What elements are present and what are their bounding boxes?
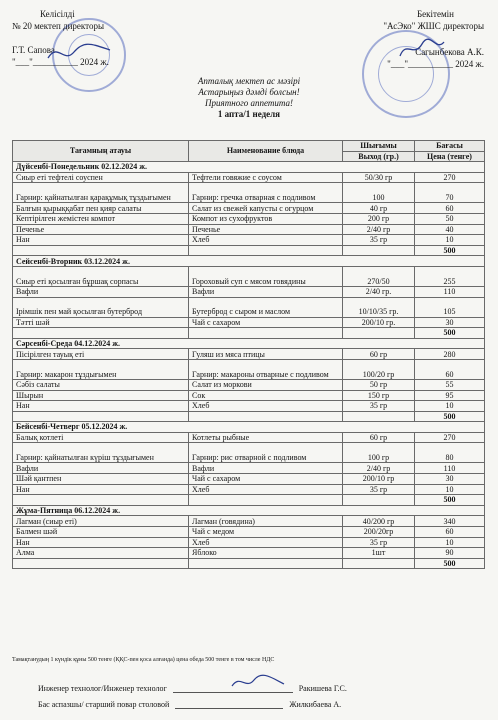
dish-price: 10: [415, 235, 485, 246]
empty-cell: [13, 558, 189, 569]
title-line3: Приятного аппетита!: [205, 98, 293, 108]
dish-ru: Гороховый суп с мясом говядины: [189, 266, 343, 286]
empty-cell: [13, 411, 189, 422]
dish-ru: Вафли: [189, 463, 343, 474]
table-row: [13, 183, 485, 203]
dish-kz: Нан: [13, 484, 189, 495]
dish-kz: Шырын: [13, 390, 189, 401]
dish-kz: Кептірілген жемістен компот: [13, 213, 189, 224]
dish-price: 280: [415, 349, 485, 360]
dish-price: 70: [415, 183, 485, 203]
dish-kz: Сәбіз салаты: [13, 379, 189, 390]
header-dish-ru: Наименование блюда: [189, 141, 343, 162]
header-left-line2: № 20 мектеп директоры: [12, 21, 105, 31]
dish-output: 10/10/35 гр.: [343, 297, 415, 317]
dish-output: 35 гр: [343, 235, 415, 246]
empty-cell: [13, 495, 189, 506]
dish-ru: Хлеб: [189, 484, 343, 495]
day-header-row: [13, 338, 485, 349]
empty-cell: [343, 495, 415, 506]
dish-kz: Сиыр еті тефтелі соуспен: [13, 172, 189, 183]
menu-title: [120, 76, 378, 120]
director-signature: [44, 40, 114, 66]
header-right-line4: "___"__________ 2024 ж.: [387, 59, 484, 69]
dish-output: 200/10 гр.: [343, 317, 415, 328]
header-left-line4: "___"__________ 2024 ж.: [12, 57, 109, 67]
day-title: Сәрсенбі-Среда 04.12.2024 ж.: [13, 338, 485, 349]
dish-kz: Алма: [13, 548, 189, 559]
header-right-line3: Сагынбекова А.К.: [415, 47, 484, 57]
table-row: [13, 463, 485, 474]
signature-technologist: [38, 684, 347, 693]
title-line1: Апталық мектеп ас мәзірі: [197, 76, 301, 86]
header-price-kz: Бағасы: [415, 141, 485, 152]
header-price-ru: Цена (тенге): [415, 151, 485, 162]
dish-output: 270/50: [343, 266, 415, 286]
dish-ru: Котлеты рыбные: [189, 432, 343, 443]
day-title: Дүйсенбі-Понедельник 02.12.2024 ж.: [13, 162, 485, 173]
company-director-signature: [396, 36, 446, 62]
dish-price: 110: [415, 286, 485, 297]
dish-ru: Сок: [189, 390, 343, 401]
dish-output: 50 гр: [343, 379, 415, 390]
dish-price: 60: [415, 359, 485, 379]
dish-ru: Гарнир: рис отварной с подливом: [189, 443, 343, 463]
empty-cell: [13, 328, 189, 339]
dish-ru: Тефтели говяжие с соусом: [189, 172, 343, 183]
dish-output: 2/40 гр.: [343, 286, 415, 297]
day-header-row: [13, 256, 485, 267]
dish-kz: Балық котлеті: [13, 432, 189, 443]
dish-ru: Гуляш из мяса птицы: [189, 349, 343, 360]
day-title: Сейсенбі-Вторник 03.12.2024 ж.: [13, 256, 485, 267]
dish-price: 10: [415, 401, 485, 412]
dish-kz: Нан: [13, 537, 189, 548]
dish-price: 60: [415, 203, 485, 214]
dish-kz: Гарнир: макарон тұздығымен: [13, 359, 189, 379]
menu-table: [12, 140, 485, 569]
dish-kz: Лагман (сиыр еті): [13, 516, 189, 527]
table-row: [13, 213, 485, 224]
title-week: 1 апта/1 неделя: [217, 109, 281, 119]
day-total-row: [13, 328, 485, 339]
table-row: [13, 379, 485, 390]
empty-cell: [189, 495, 343, 506]
dish-output: 35 гр: [343, 537, 415, 548]
table-row: [13, 203, 485, 214]
header-dish-kz: Тағамның атауы: [13, 141, 189, 162]
empty-cell: [343, 411, 415, 422]
dish-ru: Чай с сахаром: [189, 317, 343, 328]
day-total: 500: [415, 495, 485, 506]
dish-output: 2/40 гр: [343, 463, 415, 474]
header-left-line3: Г.Т. Сапова: [12, 45, 55, 55]
dish-ru: Салат из моркови: [189, 379, 343, 390]
empty-cell: [343, 245, 415, 256]
dish-ru: Чай с медом: [189, 527, 343, 538]
dish-kz: Вафли: [13, 286, 189, 297]
dish-kz: Тәтті шәй: [13, 317, 189, 328]
dish-ru: Чай с сахаром: [189, 474, 343, 485]
dish-output: 50/30 гр: [343, 172, 415, 183]
dish-ru: Вафли: [189, 286, 343, 297]
dish-output: 40 гр: [343, 203, 415, 214]
dish-kz: Гарнир: қайнатылған күріш тұздығымен: [13, 443, 189, 463]
dish-price: 40: [415, 224, 485, 235]
dish-ru: Салат из свежей капусты с огурцом: [189, 203, 343, 214]
dish-ru: Лагман (говядина): [189, 516, 343, 527]
signature-name: Жилкибаева А.: [289, 700, 342, 709]
empty-cell: [343, 558, 415, 569]
day-header-row: [13, 162, 485, 173]
empty-cell: [13, 245, 189, 256]
dish-output: 200/10 гр: [343, 474, 415, 485]
empty-cell: [189, 411, 343, 422]
day-title: Бейсенбі-Четверг 05.12.2024 ж.: [13, 422, 485, 433]
dish-price: 10: [415, 537, 485, 548]
table-row: [13, 527, 485, 538]
dish-output: 150 гр: [343, 390, 415, 401]
empty-cell: [189, 245, 343, 256]
dish-price: 105: [415, 297, 485, 317]
signature-cook: [38, 700, 341, 709]
dish-output: 2/40 гр: [343, 224, 415, 235]
dish-ru: Яблоко: [189, 548, 343, 559]
dish-output: 100/20 гр: [343, 359, 415, 379]
table-row: [13, 359, 485, 379]
signature-role: Бас аспазшы/ старший повар столовой: [38, 700, 170, 709]
dish-price: 340: [415, 516, 485, 527]
dish-price: 55: [415, 379, 485, 390]
dish-output: 100 гр: [343, 443, 415, 463]
title-line2: Астарыңыз дәмді болсын!: [198, 87, 300, 97]
dish-kz: Пісірілген тауық еті: [13, 349, 189, 360]
table-row: [13, 172, 485, 183]
signature-role: Инженер технолог/Инженер технолог: [38, 684, 167, 693]
dish-ru: Бутерброд с сыром и маслом: [189, 297, 343, 317]
day-total: 500: [415, 411, 485, 422]
dish-output: 1шт: [343, 548, 415, 559]
dish-ru: Гарнир: макароны отварные с подливом: [189, 359, 343, 379]
dish-price: 50: [415, 213, 485, 224]
table-row: [13, 484, 485, 495]
table-row: [13, 432, 485, 443]
table-row: [13, 286, 485, 297]
day-total-row: [13, 495, 485, 506]
price-note: Тамақтанудың 1 күндік құны 500 тенге (ҚҚС-пен қоса алғанда) цена обеда 500 тенге в том числе НДС: [12, 657, 275, 663]
day-header-row: [13, 505, 485, 516]
day-total-row: [13, 411, 485, 422]
day-total: 500: [415, 558, 485, 569]
day-total: 500: [415, 245, 485, 256]
dish-kz: Гарнир: қайнатылған қарақұмық тұздығымен: [13, 183, 189, 203]
table-row: [13, 516, 485, 527]
dish-kz: Ірімшік пен май қосылған бутерброд: [13, 297, 189, 317]
dish-kz: Нан: [13, 235, 189, 246]
dish-kz: Шәй қантпен: [13, 474, 189, 485]
dish-kz: Печенье: [13, 224, 189, 235]
dish-price: 270: [415, 172, 485, 183]
header-output-ru: Выход (гр.): [343, 151, 415, 162]
header-right-line2: "АсЭко" ЖШС директоры: [383, 21, 484, 31]
dish-output: 40/200 гр: [343, 516, 415, 527]
dish-output: 60 гр: [343, 432, 415, 443]
dish-price: 10: [415, 484, 485, 495]
header-right-line1: Бекітемін: [417, 9, 454, 19]
dish-output: 35 гр: [343, 484, 415, 495]
dish-kz: Сиыр еті қосылған бұршақ сорпасы: [13, 266, 189, 286]
technologist-signature: [228, 672, 288, 692]
table-row: [13, 317, 485, 328]
day-title: Жұма-Пятница 06.12.2024 ж.: [13, 505, 485, 516]
table-row: [13, 474, 485, 485]
dish-kz: Балғын қырыққабат пен қияр салаты: [13, 203, 189, 214]
dish-ru: Печенье: [189, 224, 343, 235]
day-total: 500: [415, 328, 485, 339]
dish-price: 90: [415, 548, 485, 559]
dish-output: 100: [343, 183, 415, 203]
dish-price: 80: [415, 443, 485, 463]
day-total-row: [13, 245, 485, 256]
dish-ru: Компот из сухофруктов: [189, 213, 343, 224]
dish-ru: Хлеб: [189, 537, 343, 548]
table-row: [13, 401, 485, 412]
dish-ru: Хлеб: [189, 235, 343, 246]
table-row: [13, 548, 485, 559]
dish-price: 30: [415, 474, 485, 485]
header-left-line1: Келісілді: [40, 9, 75, 19]
dish-price: 255: [415, 266, 485, 286]
table-row: [13, 266, 485, 286]
empty-cell: [189, 328, 343, 339]
table-row: [13, 235, 485, 246]
dish-price: 30: [415, 317, 485, 328]
table-row: [13, 349, 485, 360]
table-row: [13, 390, 485, 401]
header-output-kz: Шығымы: [343, 141, 415, 152]
table-row: [13, 224, 485, 235]
dish-output: 35 гр: [343, 401, 415, 412]
dish-price: 270: [415, 432, 485, 443]
empty-cell: [189, 558, 343, 569]
empty-cell: [343, 328, 415, 339]
dish-output: 200/20гр: [343, 527, 415, 538]
dish-price: 60: [415, 527, 485, 538]
table-row: [13, 297, 485, 317]
dish-kz: Балмен шәй: [13, 527, 189, 538]
signature-name: Ракишева Г.С.: [298, 684, 347, 693]
table-row: [13, 537, 485, 548]
dish-output: 60 гр: [343, 349, 415, 360]
dish-ru: Хлеб: [189, 401, 343, 412]
dish-kz: Нан: [13, 401, 189, 412]
dish-ru: Гарнир: гречка отварная с подливом: [189, 183, 343, 203]
dish-price: 110: [415, 463, 485, 474]
table-row: [13, 443, 485, 463]
day-total-row: [13, 558, 485, 569]
dish-kz: Вафли: [13, 463, 189, 474]
day-header-row: [13, 422, 485, 433]
dish-price: 95: [415, 390, 485, 401]
dish-output: 200 гр: [343, 213, 415, 224]
